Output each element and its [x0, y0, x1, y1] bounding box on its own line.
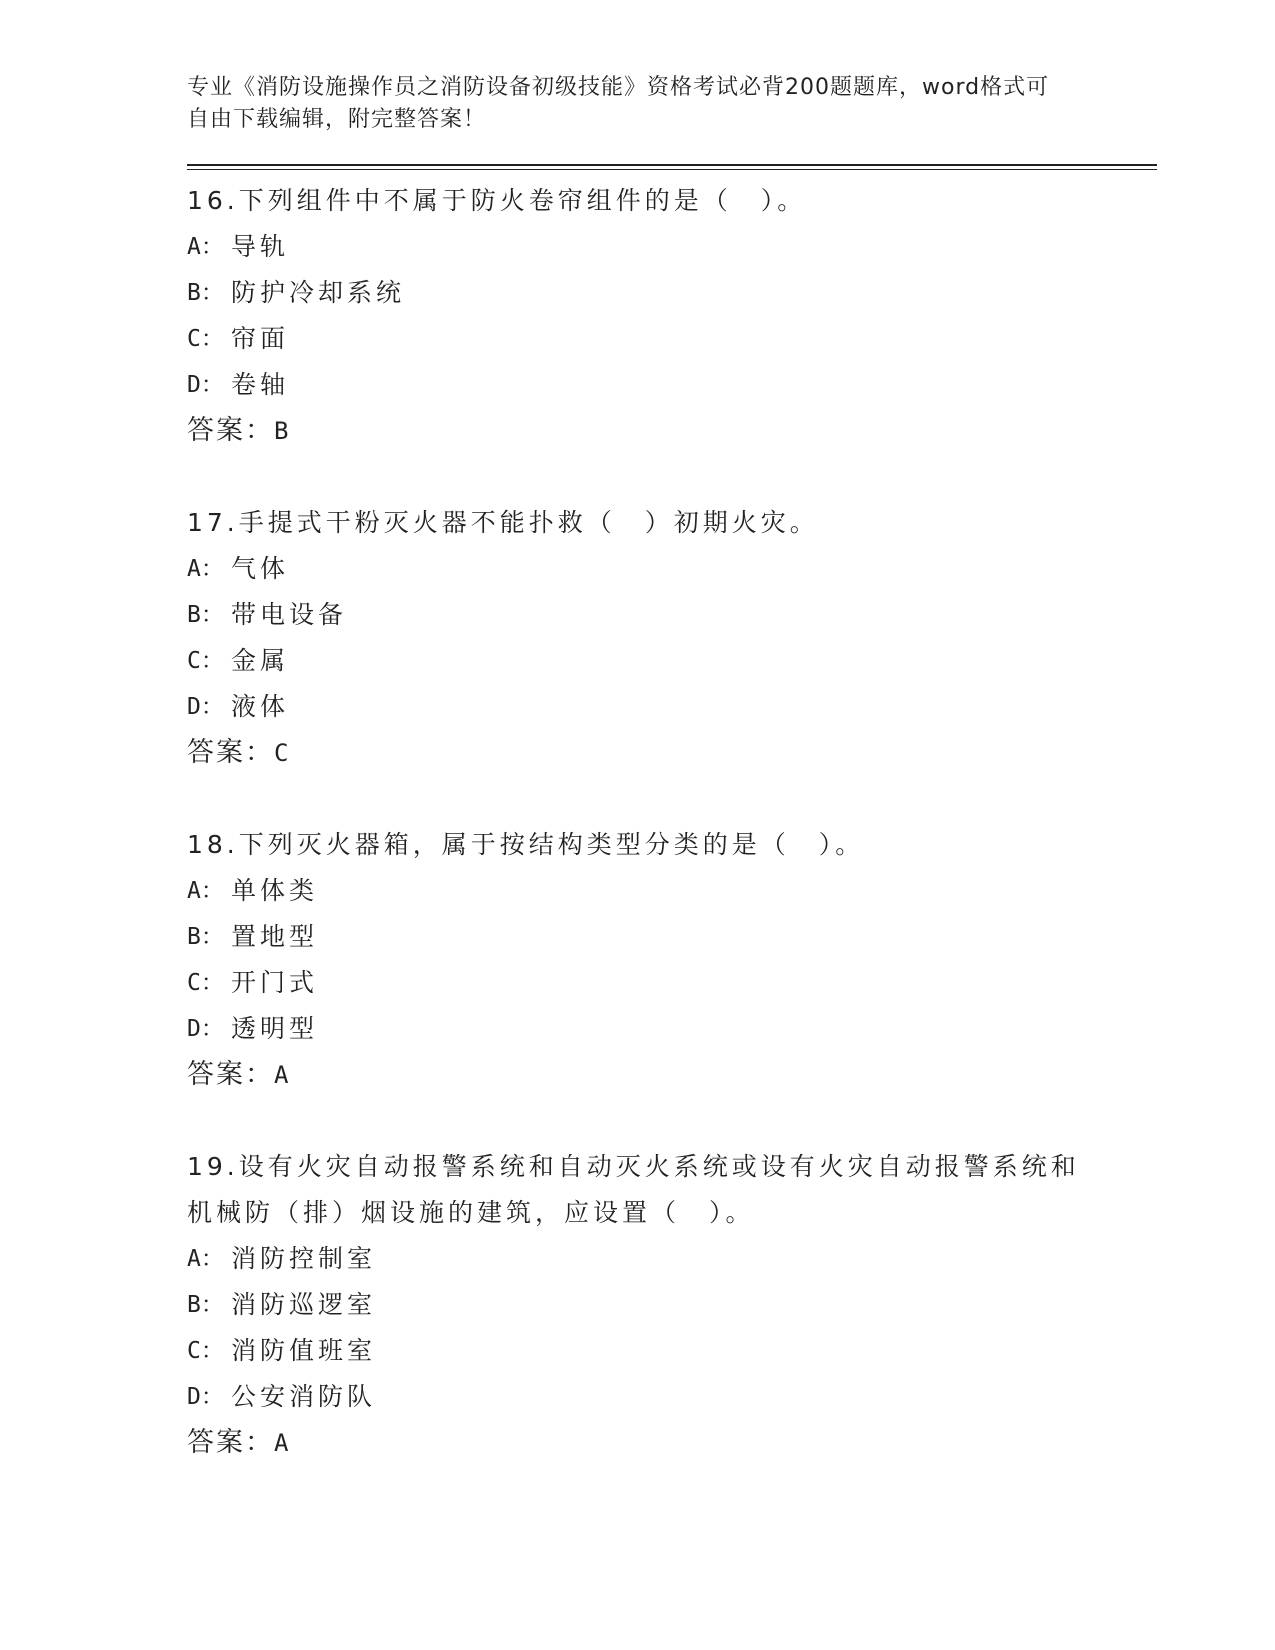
option-d	[187, 1374, 1157, 1420]
option-b	[187, 592, 1157, 638]
option-b	[187, 1282, 1157, 1328]
answer-line	[187, 1052, 1157, 1098]
option-c	[187, 960, 1157, 1006]
option-key: B：	[187, 602, 224, 628]
option-key: A：	[187, 878, 224, 904]
option-text: 液体	[231, 692, 290, 721]
option-text: 透明型	[231, 1014, 319, 1043]
question-18	[187, 822, 1157, 1098]
option-a	[187, 546, 1157, 592]
option-text: 卷轴	[231, 370, 290, 399]
answer-label: 答案：	[187, 1427, 274, 1458]
option-key: D：	[187, 1016, 224, 1042]
option-key: A：	[187, 556, 224, 582]
option-d	[187, 684, 1157, 730]
option-text: 帘面	[231, 324, 290, 353]
option-key: A：	[187, 1246, 224, 1272]
option-c	[187, 638, 1157, 684]
option-text: 导轨	[231, 232, 290, 261]
question-text: 19.设有火灾自动报警系统和自动灭火系统或设有火灾自动报警系统和机械防（排）烟设施的建筑，应设置（ ）。	[187, 1152, 1080, 1227]
option-key: B：	[187, 280, 224, 306]
answer-value: A	[274, 1061, 289, 1089]
answer-line	[187, 408, 1157, 454]
option-text: 消防巡逻室	[231, 1290, 377, 1319]
option-key: C：	[187, 648, 224, 674]
question-16	[187, 178, 1157, 454]
option-key: C：	[187, 970, 224, 996]
option-text: 开门式	[231, 968, 319, 997]
answer-value: B	[274, 417, 289, 445]
option-text: 置地型	[231, 922, 319, 951]
option-text: 带电设备	[231, 600, 348, 629]
option-text: 防护冷却系统	[231, 278, 406, 307]
option-text: 公安消防队	[231, 1382, 377, 1411]
option-key: D：	[187, 1384, 224, 1410]
answer-value: C	[274, 739, 289, 767]
answer-line	[187, 730, 1157, 776]
option-b	[187, 914, 1157, 960]
option-d	[187, 1006, 1157, 1052]
question-list	[187, 178, 1157, 1466]
option-key: C：	[187, 1338, 224, 1364]
option-key: B：	[187, 924, 224, 950]
option-c	[187, 1328, 1157, 1374]
option-c	[187, 316, 1157, 362]
question-19	[187, 1144, 1157, 1466]
answer-value: A	[274, 1429, 289, 1457]
answer-label: 答案：	[187, 737, 274, 768]
answer-label: 答案：	[187, 1059, 274, 1090]
question-text: 18.下列灭火器箱，属于按结构类型分类的是（ ）。	[187, 830, 865, 859]
header-divider	[187, 164, 1157, 170]
answer-line	[187, 1420, 1157, 1466]
option-text: 气体	[231, 554, 290, 583]
document-page	[187, 72, 1157, 1512]
option-d	[187, 362, 1157, 408]
option-a	[187, 868, 1157, 914]
option-text: 消防值班室	[231, 1336, 377, 1365]
option-key: A：	[187, 234, 224, 260]
option-key: D：	[187, 694, 224, 720]
option-text: 单体类	[231, 876, 319, 905]
question-text: 16.下列组件中不属于防火卷帘组件的是（ ）。	[187, 186, 807, 215]
option-a	[187, 224, 1157, 270]
option-key: C：	[187, 326, 224, 352]
question-text: 17.手提式干粉灭火器不能扑救（ ）初期火灾。	[187, 508, 819, 537]
option-text: 金属	[231, 646, 290, 675]
option-a	[187, 1236, 1157, 1282]
option-key: D：	[187, 372, 224, 398]
option-b	[187, 270, 1157, 316]
document-header: 专业《消防设施操作员之消防设备初级技能》资格考试必背200题题库，word格式可自由下载编辑，附完整答案！	[187, 75, 1050, 132]
question-17	[187, 500, 1157, 776]
answer-label: 答案：	[187, 415, 274, 446]
option-key: B：	[187, 1292, 224, 1318]
option-text: 消防控制室	[231, 1244, 377, 1273]
